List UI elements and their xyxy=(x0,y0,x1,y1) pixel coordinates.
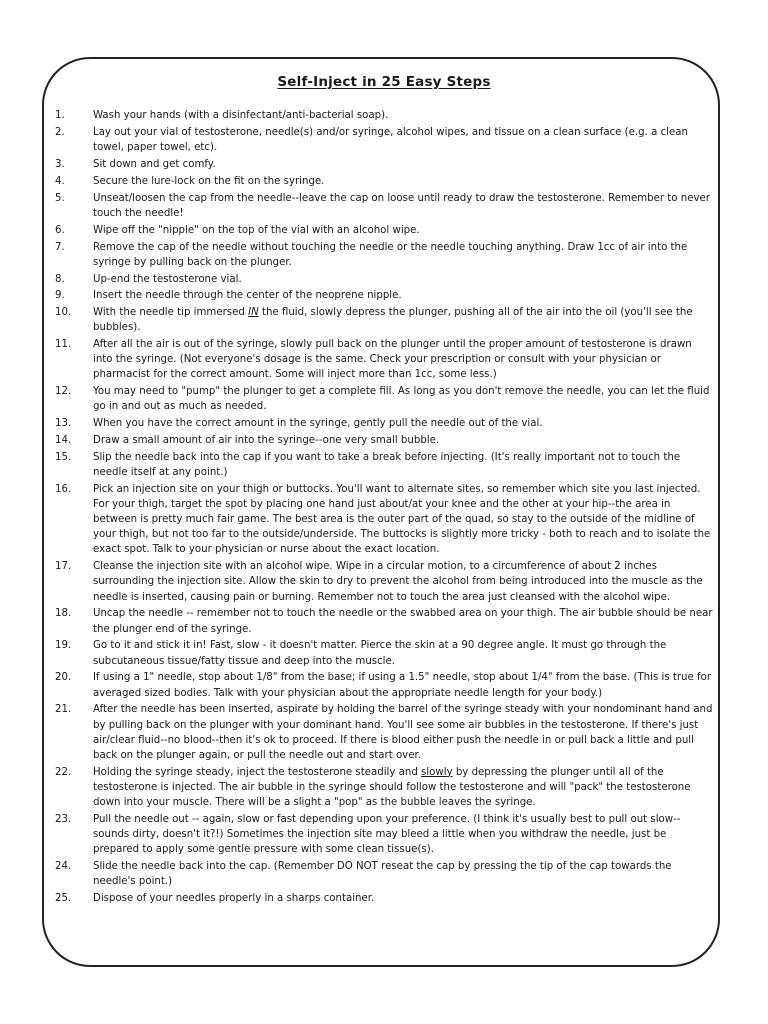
step-18 xyxy=(55,606,717,636)
step-6 xyxy=(55,223,717,238)
step-12 xyxy=(55,384,717,414)
step-text: Unseat/loosen the cap from the needle--leave the cap on loose until ready to draw the testosterone. Remember to never touch the needle! xyxy=(93,192,710,219)
step-text: After the needle has been inserted, aspirate by holding the barrel of the syringe steady with your nondominant hand and by pulling back on the plunger with your dominant hand. You'll see some air bubbles in the testosterone. If there's just air/clear fluid--no blood--then it's ok to proceed. If there is blood either push the needle in or pull back a little and pull back on the plunger again, or pull the needle out and start over. xyxy=(93,704,713,761)
step-number: 3. xyxy=(55,158,65,170)
step-number: 18. xyxy=(55,608,72,620)
step-number: 7. xyxy=(55,241,65,253)
step-9 xyxy=(55,288,717,303)
step-number: 6. xyxy=(55,224,65,236)
step-number: 11. xyxy=(55,339,72,351)
emphasis-slowly: slowly xyxy=(421,766,453,778)
step-text: Pull the needle out -- again, slow or fast depending upon your preference. (I think it's usually best to pull out slow--sounds dirty, doesn't it?!) Sometimes the injection site may bleed a little when you withdraw the needle, just be prepared to apply some gentle pressure with some clean tissue(s). xyxy=(93,813,681,855)
step-text: Remove the cap of the needle without touching the needle or the needle touching anything. Draw 1cc of air into the syringe by pulling back on the plunger. xyxy=(93,241,688,268)
step-number: 25. xyxy=(55,892,72,904)
step-number: 24. xyxy=(55,860,72,872)
step-21 xyxy=(55,702,717,762)
step-25 xyxy=(55,891,717,906)
step-number: 13. xyxy=(55,418,72,430)
step-number: 17. xyxy=(55,561,72,573)
step-2 xyxy=(55,125,717,155)
step-number: 22. xyxy=(55,766,72,778)
step-23 xyxy=(55,812,717,857)
step-text: Up-end the testosterone vial. xyxy=(93,273,242,285)
step-text: You may need to "pump" the plunger to get a complete fill. As long as you don't remove the needle, you can let the fluid go in and out as much as needed. xyxy=(93,386,710,413)
step-number: 10. xyxy=(55,307,72,319)
step-text-part: by depressing the plunger until all of the testosterone is injected. The air bubble in the syringe should follow the testosterone and will "pack" the testosterone down into your muscle. There will be a slight a "pop" as the bubble leaves the syringe. xyxy=(93,766,691,808)
step-13 xyxy=(55,416,717,431)
step-number: 14. xyxy=(55,435,72,447)
step-number: 21. xyxy=(55,704,72,716)
step-number: 8. xyxy=(55,273,65,285)
step-text-part: With the needle tip immersed xyxy=(93,307,249,319)
step-text-part: the fluid, slowly depress the plunger, pushing all of the air into the oil (you'll see the bubbles). xyxy=(93,307,693,334)
step-number: 1. xyxy=(55,110,65,121)
step-text-part: Holding the syringe steady, inject the testosterone steadily and xyxy=(93,766,422,778)
step-text: Draw a small amount of air into the syringe--one very small bubble. xyxy=(93,435,440,447)
step-14 xyxy=(55,433,717,448)
step-text: If using a 1" needle, stop about 1/8" from the base; if using a 1.5" needle, stop about 1/4" from the base. (This is true for averaged sized bodies. Talk with your physician about the appropriate needle length for your body.) xyxy=(93,672,712,699)
step-text: Secure the lure-lock on the fit on the syringe. xyxy=(93,175,325,187)
step-24 xyxy=(55,859,717,889)
step-text: Insert the needle through the center of the neoprene nipple. xyxy=(93,290,402,302)
step-17 xyxy=(55,559,717,604)
step-11 xyxy=(55,337,717,382)
step-text: Uncap the needle -- remember not to touch the needle or the swabbed area on your thigh. The air bubble should be near the plunger end of the syringe. xyxy=(93,608,713,635)
step-text: Lay out your vial of testosterone, needle(s) and/or syringe, alcohol wipes, and tissue on a clean surface (e.g. a clean towel, paper towel, etc). xyxy=(93,126,688,153)
step-number: 20. xyxy=(55,672,72,684)
document-title xyxy=(0,74,768,90)
step-text: Go to it and stick it in! Fast, slow - it doesn't matter. Pierce the skin at a 90 degree angle. It must go through the subcutaneous tissue/fatty tissue and deep into the muscle. xyxy=(93,640,667,667)
emphasis-in: IN xyxy=(248,307,259,319)
step-number: 4. xyxy=(55,175,65,187)
step-text: Cleanse the injection site with an alcohol wipe. Wipe in a circular motion, to a circumference of about 2 inches surrounding the injection site. Allow the skin to dry to prevent the alcohol from being introduced into the muscle as the needle is inserted, causing pain or burning. Remember not to touch the area just cleansed with the alcohol wipe. xyxy=(93,561,703,603)
step-text: Slide the needle back into the cap. (Remember DO NOT reseat the cap by pressing the tip of the cap towards the needle's point.) xyxy=(93,860,672,887)
step-number: 15. xyxy=(55,452,72,464)
step-number: 16. xyxy=(55,484,72,496)
step-7 xyxy=(55,240,717,270)
step-5 xyxy=(55,191,717,221)
step-text: Wipe off the "nipple" on the top of the vial with an alcohol wipe. xyxy=(93,224,420,236)
step-text: Dispose of your needles properly in a sharps container. xyxy=(93,892,375,904)
step-4 xyxy=(55,174,717,189)
step-1 xyxy=(55,108,717,123)
step-number: 5. xyxy=(55,192,65,204)
steps-list xyxy=(55,108,717,908)
step-19 xyxy=(55,638,717,668)
step-20 xyxy=(55,670,717,700)
step-number: 12. xyxy=(55,386,72,398)
step-number: 9. xyxy=(55,290,65,302)
step-16 xyxy=(55,482,717,557)
step-text xyxy=(93,765,717,810)
step-22 xyxy=(55,765,717,810)
step-number: 23. xyxy=(55,813,72,825)
step-3 xyxy=(55,157,717,172)
step-text: After all the air is out of the syringe, slowly pull back on the plunger until the proper amount of testosterone is drawn into the syringe. (Not everyone's dosage is the same. Check your prescription or consult with your physician or pharmacist for the correct amount. Some will inject more than 1cc, some less.) xyxy=(93,339,692,381)
step-text: Pick an injection site on your thigh or buttocks. You'll want to alternate sites, so remember which site you last injected. For your thigh, target the spot by placing one hand just about/at your knee and the other at your hip--the area in between is pretty much fair game. The best area is the outer part of the quad, so stay to the outside of the midline of your thigh, but not too far to the outside/underside. The buttocks is slightly more tricky - both to reach and to isolate the exact spot. Talk to your physician or nurse about the exact location. xyxy=(93,484,711,556)
step-10 xyxy=(55,305,717,335)
step-text: Wash your hands (with a disinfectant/anti-bacterial soap). xyxy=(93,110,389,121)
step-text xyxy=(93,305,717,335)
step-text: When you have the correct amount in the syringe, gently pull the needle out of the vial. xyxy=(93,418,543,430)
step-text: Sit down and get comfy. xyxy=(93,158,216,170)
step-number: 19. xyxy=(55,640,72,652)
title-text: Self-Inject in 25 Easy Steps xyxy=(277,74,491,90)
step-text: Slip the needle back into the cap if you want to take a break before injecting. (It's really important not to touch the needle itself at any point.) xyxy=(93,452,681,479)
step-8 xyxy=(55,272,717,287)
step-number: 2. xyxy=(55,126,65,138)
step-15 xyxy=(55,450,717,480)
